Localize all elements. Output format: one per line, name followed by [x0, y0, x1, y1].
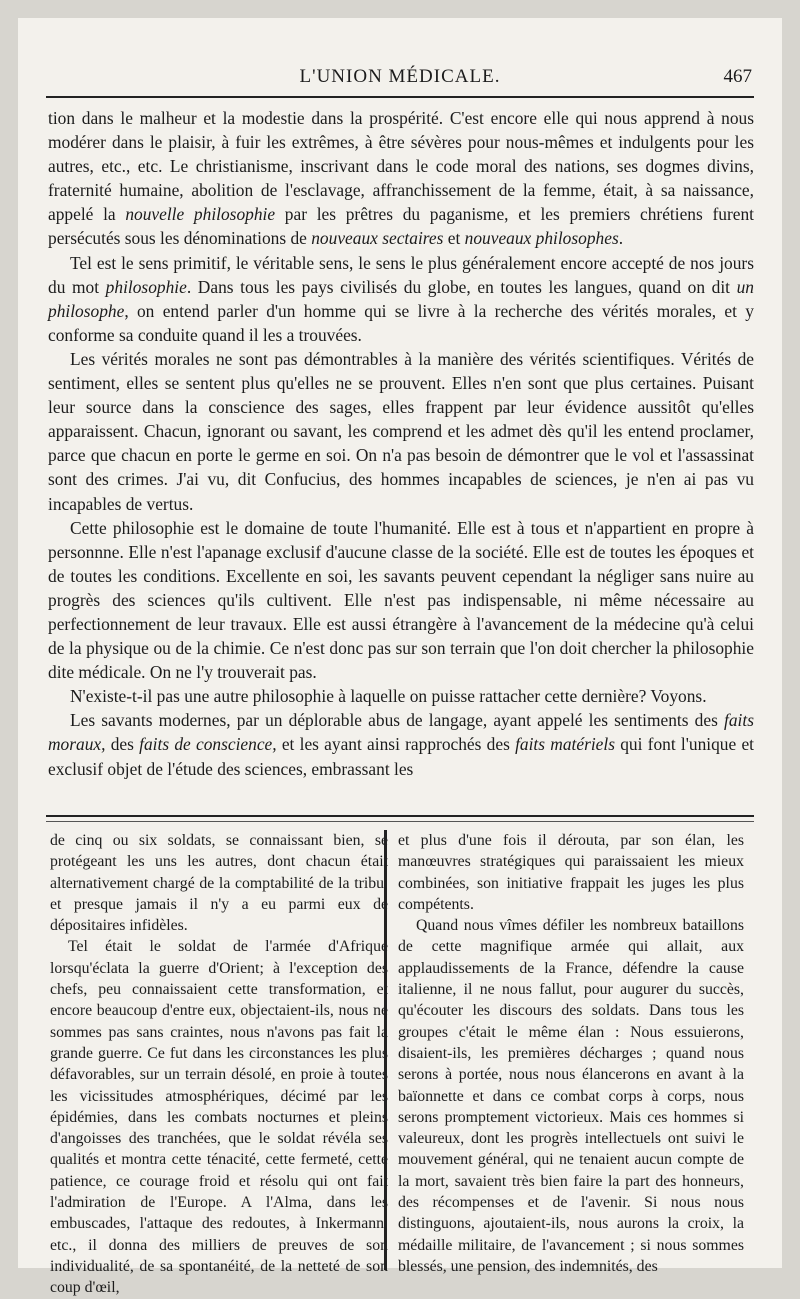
main-paragraph-6 [48, 708, 754, 780]
text-run: par les prêtres du paganisme, et les premiers chrétiens furent persécutés sous les dénominations de [48, 204, 754, 249]
italic-run: nouvelle philosophie [125, 204, 276, 225]
page-number: 467 [723, 66, 752, 87]
running-title: L'UNION MÉDICALE. [299, 66, 501, 87]
section-rule [46, 815, 754, 822]
text-run: , on entend parler d'un homme qui se livre à la recherche des vérités morales, et y conforme sa conduite quand il les a trouvées. [48, 300, 754, 345]
main-text [48, 106, 754, 781]
journal-page [18, 18, 782, 1297]
italic-run: nouveaux sectaires [311, 228, 444, 249]
text-run: des [105, 734, 140, 755]
main-paragraph-3: Les vérités morales ne sont pas démontrables à la manière des vérités scientifiques. Vérités de sentiment, elles se sentent plus qu'elles ne se prouvent. Elles n'en sont que plus certaines. Puisant leur source dans la conscience des sages, elles frappent par leur évidence aussitôt qu'elles apparaissent. Chacun, ignorant ou savant, les comprend et les admet dès qu'il les entend proclamer, parce que chacun en porte le germe en soi. On n'a pas besoin de démontrer que le vol et l'assassinat sont des crimes. J'ai vu, dit Confucius, des hommes incapables de sciences, je n'en ai pas vu incapables de vertus. [48, 348, 754, 514]
right-paragraph-1: et plus d'une fois il dérouta, par son élan, les manœuvres stratégiques qui paraissaient les mieux combinées, son initiative frappait les juges les plus compétents. [398, 832, 744, 913]
left-paragraph-2: Tel était le soldat de l'armée d'Afrique lorsqu'éclata la guerre d'Orient; à l'exception des chefs, peu connaissaient cette transformation, et encore beaucoup d'entre eux, objectaient-ils, nous ne sommes pas sans craintes, nous n'avons pas fait la grande guerre. Ce fut dans les circonstances les plus défavorables, sur un terrain désolé, en proie à toutes les vicissitudes atmosphériques, décimé par les épidémies, dans les combats nocturnes et pleins d'angoisses des tranchées, que le soldat révéla ses qualités et montra cette ténacité, cette fermeté, cette patience, ce courage froid et résolu qui ont fait l'admiration de l'Europe. A l'Alma, dans les embuscades, l'attaque des redoutes, à Inkermann, etc., il donna des milliers de preuves de son individualité, de sa spontanéité, de la netteté de son coup d'œil, [50, 938, 388, 1297]
italic-run: nouveaux philosophes [464, 228, 619, 249]
left-paragraph-1: de cinq ou six soldats, se connaissant bien, se protégeant les uns les autres, dont chacun était alternativement chargé de la comptabilité de la tribu, et presque jamais il n'y a eu parmi eux de dépositaires infidèles. [50, 832, 388, 935]
text-run: et les ayant ainsi rapprochés des [276, 734, 516, 755]
main-paragraph-1 [48, 106, 754, 251]
main-paragraph-5: N'existe-t-il pas une autre philosophie à laquelle on puisse rattacher cette dernière? Voyons. [70, 686, 707, 707]
header-rule [46, 96, 754, 98]
italic-run: un philosophe [48, 276, 754, 321]
feuilleton-right-column [398, 830, 744, 1277]
right-paragraph-2: Quand nous vîmes défiler les nombreux bataillons de cette magnifique armée qui allait, aux applaudissements de la France, défendre la cause italienne, il ne nous fallut, pour augurer du succès, qu'écouter les discours des soldats. Dans tous les groupes c'était le même élan : Nous essuierons, disaient-ils, les premières décharges ; quand nous serons à portée, nous nous élancerons en avant à la baïonnette et dans ce combat corps à corps, nous serons promptement victorieux. Mais ces hommes si valeureux, dont les progrès intellectuels ont suivi le mouvement général, qui ne tenaient aucun compte de la mort, savaient très bien faire la part des honneurs, des récompenses et de l'avenir. Si nous nous distinguons, ajoutaient-ils, nous aurons la croix, la médaille militaire, de l'avancement ; si nous sommes blessés, une pension, des indemnités, des [398, 917, 744, 1275]
column-divider [384, 830, 387, 1270]
main-paragraph-2 [48, 251, 754, 347]
text-run: . Dans tous les pays civilisés du globe, en toutes les langues, quand on dit [186, 276, 737, 297]
text-run: et [443, 228, 465, 249]
text-run: . [618, 228, 624, 249]
italic-run: faits de conscience, [139, 734, 277, 755]
italic-run: faits moraux, [48, 710, 754, 755]
feuilleton-left-column [50, 830, 388, 1299]
text-run: tion dans le malheur et la modestie dans la prospérité. C'est encore elle qui nous apprend à nous modérer dans le plaisir, à fuir les extrêmes, à être sévères pour nous-mêmes et indulgents pour les autres, etc., etc. Le christianisme, inscrivant dans le code moral des nations, ses dogmes divins, fraternité humaine, abolition de l'esclavage, affranchissement de la femme, était, à sa naissance, appelé la [48, 108, 754, 225]
italic-run: philosophie [105, 276, 187, 297]
text-run: Tel est le sens primitif, le véritable sens, le sens le plus généralement encore accepté de nos jours du mot [48, 252, 754, 297]
italic-run: faits matériels [515, 734, 615, 755]
main-paragraph-4: Cette philosophie est le domaine de toute l'humanité. Elle est à tous et n'appartient en propre à personnne. Elle n'est l'apanage exclusif d'aucune classe de la société. Elle est de toutes les époques et de toutes les conditions. Excellente en soi, les savants peuvent cependant la négliger sans nuire au progrès des sciences qu'ils cultivent. Elle n'est pas indispensable, ni même nécessaire au perfectionnement de leur travaux. Elle est aussi étrangère à l'avancement de la médecine qu'à celui de la physique ou de la chimie. Ce n'est donc pas sur son terrain que l'on doit chercher la philosophie dite médicale. On ne l'y trouverait pas. [48, 517, 754, 683]
text-run: qui font l'unique et exclusif objet de l'étude des sciences, embrassant les [48, 734, 755, 779]
text-run: Les savants modernes, par un déplorable abus de langage, ayant appelé les sentiments des [70, 710, 725, 731]
